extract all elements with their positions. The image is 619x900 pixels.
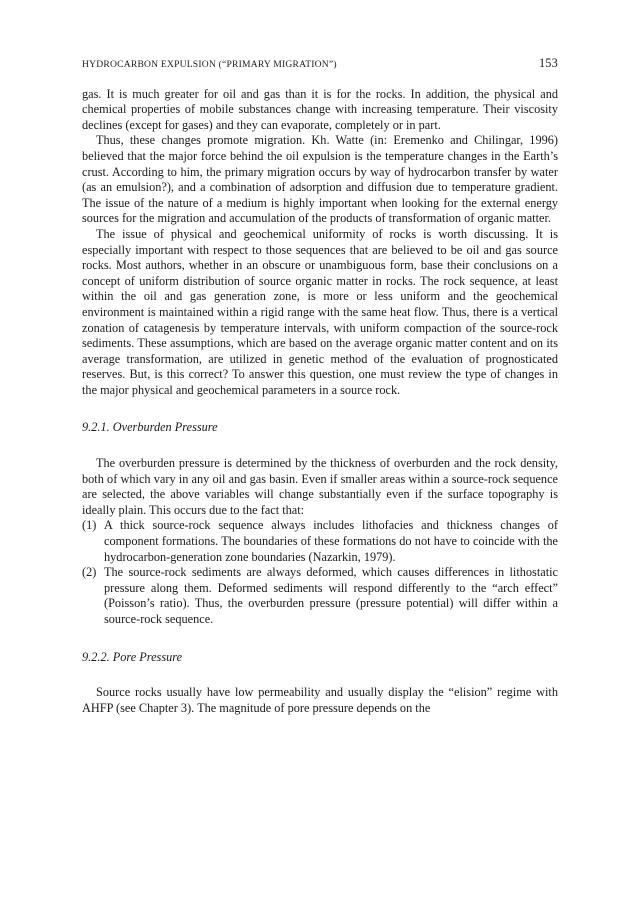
list-item-text: A thick source-rock sequence always includes lithofacies and thickness changes of component formations. The boundaries of these formations do not have to coincide with the hydrocarbon-generation zone boundaries (Nazarkin, 1979). [104, 518, 558, 564]
section-heading-pore-pressure: 9.2.2. Pore Pressure [82, 649, 183, 664]
book-page [82, 56, 558, 716]
paragraph: The overburden pressure is determined by the thickness of overburden and the rock density, both of which vary in any oil and gas basin. Even if smaller areas within a source-rock sequence are selected, the above variables will change substantially even if the surface topography is ideally plain. This occurs due to the fact that: [82, 456, 558, 517]
paragraph: The issue of physical and geochemical uniformity of rocks is worth discussing. It is especially important with respect to those sequences that are believed to be oil and gas source rocks. Most authors, whether in an obscure or unambiguous form, base their conclusions on a concept of uniform distribution of source organic matter in rocks. The rock sequence, at least within the oil and gas generation zone, is more or less uniform and the geochemical environment is maintained within a rigid range with the same heat flow. Thus, there is a vertical zonation of catagenesis by temperature intervals, with uniform compaction of the source-rock sediments. These assumptions, which are based on the average organic matter content and on its average transformation, are utilized in genetic method of the evaluation of prognosticated reserves. But, is this correct? To answer this question, one must review the type of changes in the major physical and geochemical parameters in a source rock. [82, 226, 558, 397]
list-item [82, 565, 558, 627]
running-header [82, 56, 558, 73]
paragraph: Thus, these changes promote migration. Kh. Watte (in: Eremenko and Chilingar, 1996) believed that the major force behind the oil expulsion is the temperature changes in the Earth’s crust. According to him, the primary migration occurs by way of hydrocarbon transfer by water (as an emulsion?), and a combination of adsorption and diffusion due to temperature gradient. The issue of the nature of a medium is highly important when looking for the external energy sources for the migration and accumulation of the products of transformation of organic matter. [82, 133, 558, 226]
list-item-text: The source-rock sediments are always deformed, which causes differences in lithostatic pressure along them. Deformed sediments will respond differently to the “arch effect” (Poisson’s ratio). Thus, the overburden pressure (pressure potential) will differ within a source-rock sequence. [104, 565, 558, 626]
running-title: HYDROCARBON EXPULSION (“PRIMARY MIGRATION”) [82, 59, 337, 70]
list-item-number: (2) [82, 565, 97, 580]
page-number: 153 [538, 56, 558, 70]
paragraph-continued: gas. It is much greater for oil and gas than it is for the rocks. In addition, the physical and chemical properties of mobile substances change with increasing temperature. Their viscosity declines (except for gases) and they can evaporate, completely or in part. [82, 86, 558, 132]
list-item [82, 518, 558, 565]
paragraph: Source rocks usually have low permeability and usually display the “elision” regime with AHFP (see Chapter 3). The magnitude of pore pressure depends on the [82, 685, 558, 715]
section-heading-overburden: 9.2.1. Overburden Pressure [82, 420, 218, 435]
list-item-number: (1) [82, 518, 97, 533]
